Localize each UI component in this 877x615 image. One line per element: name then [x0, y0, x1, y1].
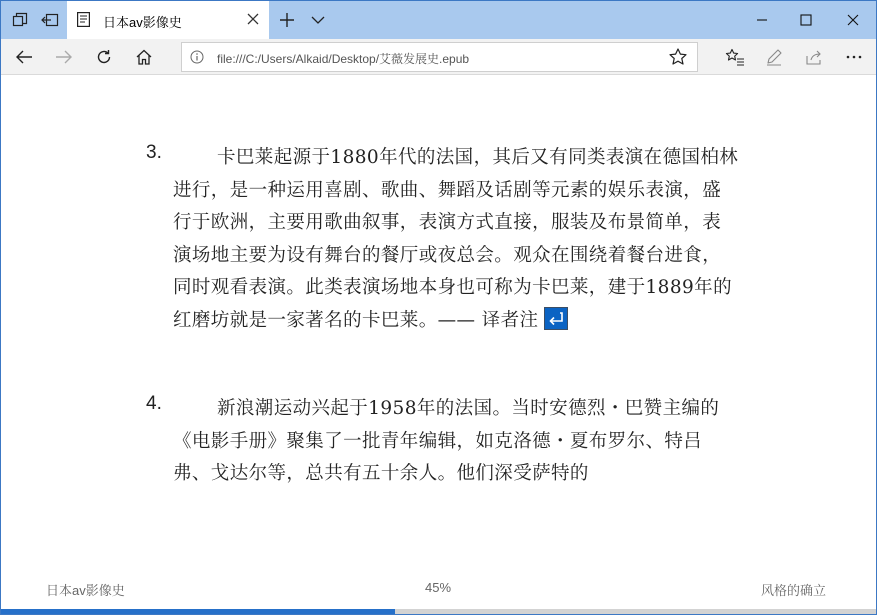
reader-footer: [1, 576, 876, 614]
page-icon: [77, 12, 90, 27]
arrow-left-icon[interactable]: [8, 43, 40, 71]
home-icon[interactable]: [128, 43, 160, 71]
maximize-icon[interactable]: [783, 1, 829, 39]
minimize-icon[interactable]: [739, 1, 785, 39]
chapter-title[interactable]: 风格的确立: [761, 583, 827, 598]
return-arrow-icon[interactable]: [544, 307, 568, 330]
navigation-bar: [1, 39, 876, 75]
reading-progress-bar[interactable]: [1, 609, 876, 614]
footnote-number: 4.: [146, 393, 162, 414]
footnote-text-container: [173, 142, 739, 338]
close-tab-icon[interactable]: [245, 11, 261, 27]
favorites-list-icon[interactable]: [719, 43, 751, 71]
footnote-text: 新浪潮运动兴起于1958年的法国。当时安德烈・巴赞主编的《电影手册》聚集了一批青年编辑，如克洛德・夏布罗尔、特吕弗、戈达尔等，总共有五十余人。他们深受萨特的: [173, 398, 720, 485]
new-tab-button[interactable]: [276, 9, 298, 31]
footnote-number: 3.: [146, 142, 162, 163]
address-bar[interactable]: [181, 42, 698, 72]
progress-text: 45%: [425, 580, 452, 595]
address-url[interactable]: file:///C:/Users/Alkaid/Desktop/艾薇发展史.epub: [217, 52, 470, 66]
share-icon[interactable]: [798, 43, 830, 71]
star-icon[interactable]: [668, 47, 688, 67]
refresh-icon[interactable]: [88, 43, 120, 71]
title-bar: [1, 1, 876, 39]
reading-progress-fill: [1, 609, 395, 614]
arrow-right-icon[interactable]: [48, 43, 80, 71]
reader-content: [1, 76, 876, 576]
tab-title: 日本av影像史: [103, 15, 182, 30]
book-title: 日本av影像史: [46, 583, 125, 598]
close-window-icon[interactable]: [830, 1, 876, 39]
tab-set-aside-icon[interactable]: [9, 9, 31, 31]
footnote-text: 卡巴莱起源于1880年代的法国，其后又有同类表演在德国柏林进行，是一种运用喜剧、歌曲、舞蹈及话剧等元素的娱乐表演，盛行于欧洲，主要用歌曲叙事，表演方式直接，服装及布景简单，表演场地主要为设有舞台的餐厅或夜总会。观众在围绕着餐台进食，同时观看表演。此类表演场地本身也可称为卡巴莱，建于1889年的红磨坊就是一家著名的卡巴莱。—— 译者注: [173, 147, 739, 331]
pen-icon[interactable]: [758, 43, 790, 71]
chevron-down-icon[interactable]: [307, 9, 329, 31]
info-icon[interactable]: [190, 50, 204, 64]
more-icon[interactable]: [838, 43, 870, 71]
restore-tabs-icon[interactable]: [39, 9, 61, 31]
active-tab[interactable]: [67, 1, 269, 39]
